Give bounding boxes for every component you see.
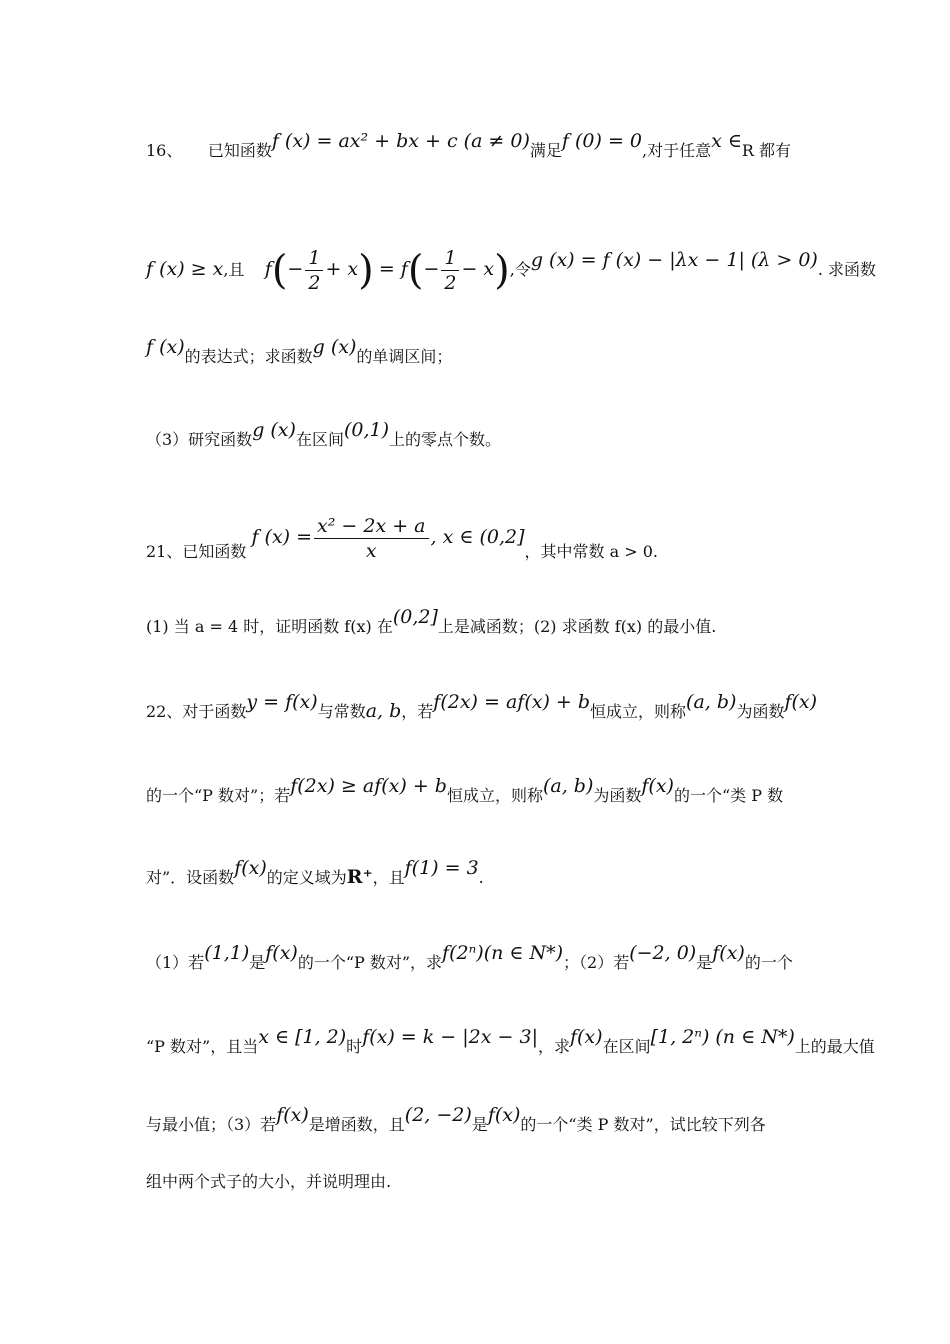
p16-formula-f0: f (0) = 0 <box>561 130 642 152</box>
p22-formula: f(x) <box>712 942 745 964</box>
p21-interval: (0,2] <box>392 606 438 628</box>
p16-text: R 都有 <box>741 141 792 160</box>
p22-line6 <box>146 1104 830 1139</box>
p22-formula: f(x) <box>569 1026 603 1048</box>
p16-text: . 求函数 <box>817 260 877 279</box>
p22-text: 为函数 <box>736 702 785 721</box>
p22-formula: f(x) <box>265 942 298 964</box>
p22-text: 在区间 <box>602 1037 651 1056</box>
p22-formula: f(1) = 3 <box>404 857 479 879</box>
p16-text: 上的零点个数。 <box>389 430 502 449</box>
p16-text: ,对于任意 <box>642 141 712 160</box>
p16-formula-f: f (x) <box>146 336 185 358</box>
p22-text: 时 <box>346 1037 363 1056</box>
p22-text: ，若 <box>401 702 434 721</box>
p22-line5 <box>146 1026 875 1061</box>
p16-formula-g: g (x) <box>312 336 357 358</box>
p16-formula-g: g (x) = f (x) − |λx − 1| (λ > 0) <box>530 249 818 271</box>
p22-formula: (a, b) <box>686 691 737 713</box>
p22-text: “P 数对”，且当 <box>146 1037 259 1056</box>
p22-formula: y = f(x) <box>246 691 318 713</box>
p22-line2 <box>146 775 830 810</box>
p22-formula: f(x) <box>784 691 818 713</box>
p16-interval: (0,1) <box>343 419 389 441</box>
fraction: $\frac{\text{x² − 2x + a}}{x}$ <box>314 514 428 563</box>
p22-line1 <box>146 691 830 726</box>
p16-formula-g: g (x) <box>252 419 296 441</box>
p22-text: 为函数 <box>593 786 642 805</box>
p16-line1 <box>146 130 830 165</box>
p22-line4 <box>146 942 830 977</box>
p16-text: ,且 <box>223 260 245 279</box>
p22-formula: f(2x) ≥ af(x) + b <box>290 775 447 797</box>
p22-text: 的一个“类 P 数 <box>673 786 784 805</box>
p22-text: 是 <box>249 953 266 972</box>
p16-symmetry-equation: f(− $\frac{1}{2}$ + x) = f(− $\frac{1}{2}$ − x) <box>264 247 510 294</box>
p22-formula: (a, b) <box>542 775 594 797</box>
p22-text: 的一个“P 数对”，求 <box>297 953 443 972</box>
p21-line2 <box>146 606 830 641</box>
p22-line7 <box>146 1168 830 1196</box>
p16-text: 在区间 <box>295 430 344 449</box>
fraction: $\frac{1}{2}$ <box>305 246 323 295</box>
p16-number: 16、 <box>146 141 183 160</box>
p22-formula: f(2x) = af(x) + b <box>433 691 591 713</box>
p22-formula: (1,1) <box>204 942 250 964</box>
p22-formula: f(x) = k − |2x − 3| <box>362 1026 538 1048</box>
p16-line3 <box>146 336 830 371</box>
p22-text: 的定义域为 <box>266 868 347 887</box>
p21-text: ，其中常数 a > 0. <box>524 542 658 561</box>
p22-text: 的一个“类 P 数对”，试比较下列各 <box>520 1115 766 1134</box>
p22-formula: (2, −2) <box>404 1104 472 1126</box>
p22-line3 <box>146 857 830 892</box>
p16-text: （3）研究函数 <box>146 430 253 449</box>
p21-text: 21、已知函数 <box>146 542 247 561</box>
p22-text: ；（2）若 <box>563 953 630 972</box>
p22-formula: f(x) <box>641 775 674 797</box>
p21-text: (1) 当 a = 4 时，证明函数 f(x) 在 <box>146 617 393 636</box>
p16-formula-f: f (x) = ax² + bx + c (a ≠ 0) <box>271 130 530 152</box>
p22-formula: f(x) <box>487 1104 521 1126</box>
p22-formula: f(2ⁿ)(n ∈ N*) <box>442 942 564 964</box>
p16-formula-x: x ∈ <box>711 130 742 152</box>
p22-formula: a, b <box>365 700 402 722</box>
p16-text: 的表达式；求函数 <box>184 347 313 366</box>
p22-text: ，求 <box>537 1037 570 1056</box>
p16-line2 <box>146 246 877 295</box>
p22-text: 是 <box>696 953 713 972</box>
p16-text: ,令 <box>509 260 531 279</box>
p22-text: （1）若 <box>146 953 205 972</box>
p16-formula-ineq: f (x) ≥ x <box>146 258 224 280</box>
p22-text: . <box>478 868 484 887</box>
p21-function-definition: f (x) = $\frac{\text{x² − 2x + a}}{x}$ , x ∈ (0,2] <box>251 515 525 562</box>
p22-text: 的一个 <box>744 953 793 972</box>
p22-text: 22、对于函数 <box>146 702 247 721</box>
p22-formula: [1, 2ⁿ) (n ∈ N*) <box>650 1026 795 1048</box>
fraction: $\frac{1}{2}$ <box>441 246 459 295</box>
p21-line1 <box>146 515 830 577</box>
p22-domain: R⁺ <box>346 866 373 888</box>
p22-text: 恒成立，则称 <box>590 702 687 721</box>
p22-text: 与常数 <box>317 702 366 721</box>
p21-text: 上是减函数；(2) 求函数 f(x) 的最小值. <box>437 617 717 636</box>
p22-formula: x ∈ [1, 2) <box>258 1026 347 1048</box>
p16-text: 的单调区间； <box>356 347 453 366</box>
p16-text: 已知函数 <box>207 141 272 160</box>
p22-text: ，且 <box>372 868 405 887</box>
p22-text: 与最小值；（3）若 <box>146 1115 277 1134</box>
p16-text: 满足 <box>529 141 562 160</box>
p22-text: 恒成立，则称 <box>446 786 543 805</box>
p16-line4 <box>146 419 830 454</box>
p22-formula: f(x) <box>276 1104 309 1126</box>
p22-text: 组中两个式子的大小，并说明理由. <box>146 1172 392 1191</box>
p22-text: 上的最大值 <box>794 1037 875 1056</box>
p22-formula: (−2, 0) <box>629 942 697 964</box>
p22-text: 是 <box>471 1115 488 1134</box>
p22-formula: f(x) <box>234 857 267 879</box>
p22-text: 的一个“P 数对”；若 <box>146 786 291 805</box>
p22-text: 对”．设函数 <box>146 868 235 887</box>
p22-text: 是增函数，且 <box>308 1115 405 1134</box>
